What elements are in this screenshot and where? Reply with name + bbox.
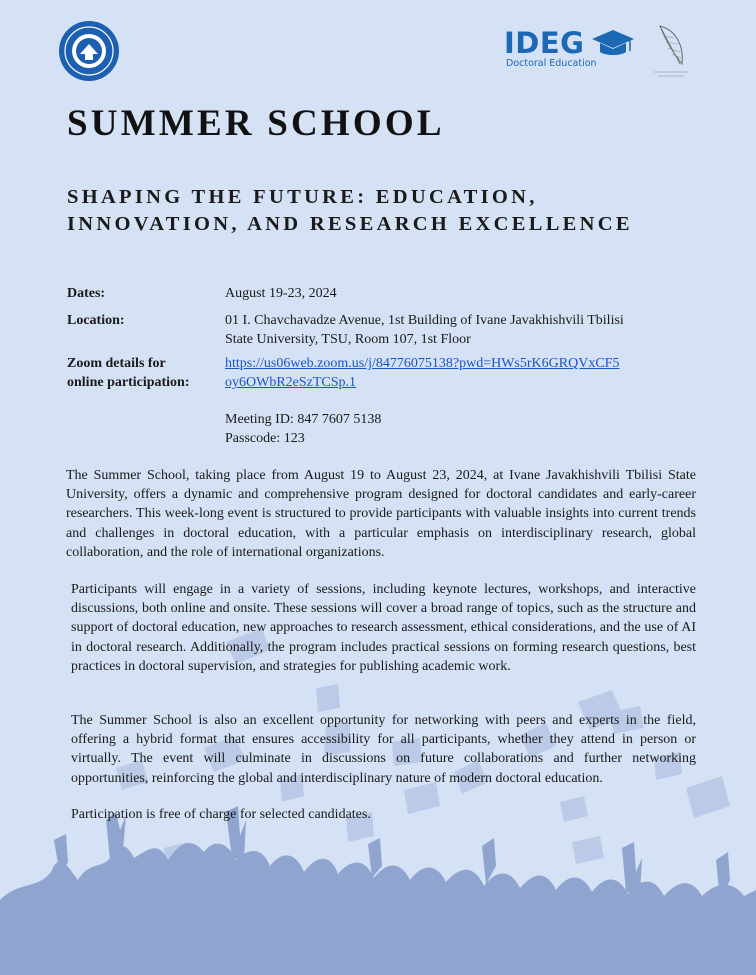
location-label: Location: [67, 313, 125, 328]
dates-value: August 19-23, 2024 [225, 286, 337, 301]
location-value [225, 311, 665, 349]
zoom-link-line-1[interactable]: https://us06web.zoom.us/j/84776075138?pwd=HWs5rK6GRQVxCF5 [225, 356, 620, 371]
meeting-id: Meeting ID: 847 7607 5138 [225, 412, 382, 427]
subtitle-line-2: INNOVATION, AND RESEARCH EXCELLENCE [67, 213, 633, 235]
dates-label: Dates: [67, 286, 106, 301]
ideg-logo [504, 26, 636, 72]
paragraph-participation: Participation is free of charge for selected candidates. [71, 807, 371, 822]
paragraph-intro: The Summer School, taking place from August 19 to August 23, 2024, at Ivane Javakhishvili Tbilisi State University, offers a dynamic and comprehensive program designed for doctoral candidates and early-career researchers. This week-long event is structured to provide participants with valuable insights into current trends and challenges in doctoral education, with a particular emphasis on interdisciplinary research, global collaboration, and the role of international organizations. [66, 468, 696, 560]
location-line-2: State University, TSU, Room 107, 1st Floor [225, 332, 471, 347]
graduation-cap-icon [590, 28, 636, 58]
crowd-silhouettes [0, 806, 756, 975]
paragraph-sessions: Participants will engage in a variety of sessions, including keynote lectures, workshops, and interactive discussions, both online and onsite. These sessions will cover a broad range of topics, such as the structure and support of doctoral education, new approaches to research assessment, ethical considerations, and the use of AI in doctoral research. Additionally, the program includes practical sessions on forming research questions, best practices in doctoral supervision, and strategies for publishing academic work. [71, 582, 696, 674]
zoom-link-line-2[interactable]: oy6OWbR2eSzTCSp.1 [225, 375, 357, 390]
ideg-subtitle: Doctoral Education [506, 58, 597, 69]
zoom-label-line-1: Zoom details for [67, 356, 166, 371]
paragraph-networking: The Summer School is also an excellent opportunity for networking with peers and experts in the field, offering a hybrid format that ensures accessibility for all participants, whether they attend in person or virtually. The event will culminate in discussions on future collaborations and further networking opportunities, reinforcing the global and interdisciplinary nature of modern doctoral education. [71, 713, 696, 786]
feather-emblem-logo [648, 22, 694, 80]
zoom-label [67, 354, 217, 392]
zoom-link[interactable] [225, 354, 665, 392]
zoom-label-line-2: online participation: [67, 375, 190, 390]
passcode: Passcode: 123 [225, 431, 305, 446]
page-title: SUMMER SCHOOL [67, 103, 445, 144]
university-seal-logo [58, 20, 120, 82]
event-subtitle [67, 184, 707, 238]
subtitle-line-1: SHAPING THE FUTURE: EDUCATION, [67, 186, 538, 208]
ideg-wordmark: IDEG [504, 26, 585, 60]
location-line-1: 01 I. Chavchavadze Avenue, 1st Building of Ivane Javakhishvili Tbilisi [225, 313, 624, 328]
